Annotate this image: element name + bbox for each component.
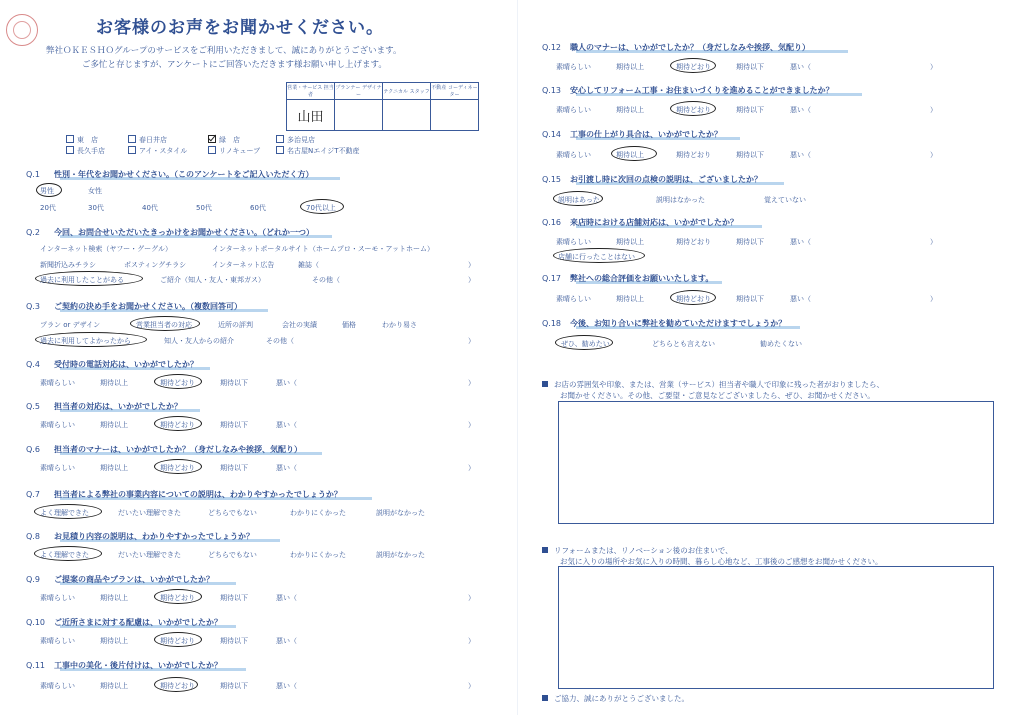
option-source[interactable]: 雑誌（ xyxy=(298,261,319,269)
option-rating[interactable]: 期待以上 xyxy=(616,238,644,246)
option-reason[interactable]: 知人・友人からの紹介 xyxy=(164,337,234,345)
selected-circle xyxy=(553,248,645,263)
store-checkbox[interactable]: アイ・スタイル xyxy=(128,146,187,156)
option-rating[interactable]: 素晴らしい xyxy=(556,106,591,114)
staff-name-cell[interactable] xyxy=(335,100,383,131)
option-rating[interactable]: 期待以上 xyxy=(100,464,128,472)
free-impression-prompt: リフォームまたは、リノベーション後のお住まいで、 xyxy=(542,545,733,556)
paren-close: ） xyxy=(468,261,475,269)
option-rating[interactable]: 期待どおり xyxy=(676,238,711,246)
staff-header: 営業・サービス 担当者 xyxy=(287,83,335,100)
option-rating[interactable]: 素晴らしい xyxy=(556,295,591,303)
free-comment-prompt-2: お聞かせください。その他、ご要望・ご意見などございましたら、ぜひ、お聞かせください。 xyxy=(560,391,875,400)
option-rating[interactable]: 期待以下 xyxy=(736,106,764,114)
question-q6: Q.6 担当者のマナーは、いかがでしたか？（身だしなみや挨拶、気配り） xyxy=(26,445,302,454)
option-rating[interactable]: 期待以上 xyxy=(100,682,128,690)
store-checkbox[interactable]: リノキューブ xyxy=(208,146,260,156)
option-rating[interactable]: 悪い（ xyxy=(276,682,297,690)
square-bullet-icon xyxy=(542,547,548,553)
handwritten-name: 山田 xyxy=(297,109,324,125)
selected-circle xyxy=(300,199,344,214)
question-q12: Q.12 職人のマナーは、いかがでしたか？（身だしなみや挨拶、気配り） xyxy=(542,43,810,52)
paren-close: ） xyxy=(468,637,475,645)
option-rating[interactable]: 素晴らしい xyxy=(40,421,75,429)
option-rating[interactable]: 期待以上 xyxy=(100,637,128,645)
option-male[interactable]: 男性 xyxy=(40,187,54,195)
page-fold xyxy=(517,0,518,715)
staff-table xyxy=(286,82,479,131)
paren-close: ） xyxy=(930,151,937,159)
question-q13: Q.13 安心してリフォーム工事・お住まいづくりを進めることができましたか？ xyxy=(542,86,834,95)
question-q10: Q.10 ご近所さまに対する配慮は、いかがでしたか？ xyxy=(26,618,222,627)
company-seal-icon xyxy=(6,14,38,46)
store-checkbox[interactable]: 多治見店 xyxy=(276,135,315,145)
staff-name-cell[interactable] xyxy=(287,100,335,131)
selected-circle xyxy=(35,271,143,286)
option-rating[interactable]: 悪い（ xyxy=(790,63,811,71)
option-rating[interactable]: 期待以上 xyxy=(616,106,644,114)
selected-circle xyxy=(154,374,202,389)
page-title: お客様のお声をお聞かせください。 xyxy=(96,18,384,38)
option-explain[interactable]: 説明はなかった xyxy=(656,196,705,204)
option-rating[interactable]: 期待どおり xyxy=(160,682,195,690)
checkmark-icon xyxy=(208,135,216,143)
store-checkbox[interactable]: 名古屋NエイジT不動産 xyxy=(276,146,360,156)
selected-circle xyxy=(611,146,657,161)
option-rating[interactable]: 店舗に行ったことはない xyxy=(558,253,635,261)
square-bullet-icon xyxy=(542,695,548,701)
square-bullet-icon xyxy=(542,381,548,387)
question-q18: Q.18 今後、お知り合いに弊社を勧めていただけますでしょうか？ xyxy=(542,319,787,328)
paren-close: ） xyxy=(468,276,475,284)
paren-close: ） xyxy=(468,594,475,602)
option-rating[interactable]: 悪い（ xyxy=(276,379,297,387)
checkbox-icon xyxy=(128,146,136,154)
selected-circle xyxy=(154,589,202,604)
option-source[interactable]: インターネットポータルサイト（ホームプロ・スーモ・アットホーム） xyxy=(212,245,435,253)
option-rating[interactable]: 悪い（ xyxy=(276,637,297,645)
option-rating[interactable]: 期待以下 xyxy=(736,238,764,246)
selected-circle xyxy=(34,504,102,519)
option-age[interactable]: 20代 xyxy=(40,204,56,212)
selected-circle xyxy=(154,416,202,431)
staff-name-cell[interactable] xyxy=(431,100,479,131)
selected-circle xyxy=(35,332,147,347)
question-q3: Q.3 ご契約の決め手をお聞かせください。（複数回答可） xyxy=(26,302,242,311)
option-rating[interactable]: 期待以下 xyxy=(220,379,248,387)
store-checkbox[interactable]: 春日井店 xyxy=(128,135,167,145)
checkbox-icon xyxy=(276,146,284,154)
paren-close: ） xyxy=(468,421,475,429)
option-source[interactable]: ポスティングチラシ xyxy=(124,261,187,269)
option-rating[interactable]: 期待以上 xyxy=(616,151,644,159)
option-rating[interactable]: 期待どおり xyxy=(676,295,711,303)
paren-close: ） xyxy=(468,379,475,387)
selected-circle xyxy=(555,335,613,350)
selected-circle xyxy=(670,101,716,116)
checkbox-icon xyxy=(128,135,136,143)
selected-circle xyxy=(36,183,62,197)
option-rating[interactable]: 素晴らしい xyxy=(556,238,591,246)
question-q17: Q.17 弊社への総合評価をお願いいたします。 xyxy=(542,274,714,283)
option-understand[interactable]: だいたい理解できた xyxy=(118,551,181,559)
option-rating[interactable]: 期待どおり xyxy=(160,594,195,602)
option-rating[interactable]: 素晴らしい xyxy=(40,464,75,472)
option-rating[interactable]: 期待以下 xyxy=(736,151,764,159)
option-understand[interactable]: だいたい理解できた xyxy=(118,509,181,517)
paren-close: ） xyxy=(468,337,475,345)
paren-close: ） xyxy=(930,63,937,71)
intro-line-2: ご多忙と存じますが、アンケートにご回答いただきます様お願い申し上げます。 xyxy=(82,60,387,70)
option-rating[interactable]: 期待以下 xyxy=(736,295,764,303)
option-rating[interactable]: 素晴らしい xyxy=(40,682,75,690)
option-rating[interactable]: 悪い（ xyxy=(790,295,811,303)
paren-close: ） xyxy=(930,238,937,246)
impression-textarea[interactable] xyxy=(558,566,994,689)
option-understand[interactable]: どちらでもない xyxy=(208,509,257,517)
staff-name-cell[interactable] xyxy=(383,100,431,131)
option-source[interactable]: その他（ xyxy=(312,276,340,284)
option-rating[interactable]: 素晴らしい xyxy=(40,379,75,387)
option-rating[interactable]: 期待どおり xyxy=(676,63,711,71)
option-rating[interactable]: 期待以下 xyxy=(220,594,248,602)
selected-circle xyxy=(154,459,202,474)
store-checkbox[interactable]: 緑 店 xyxy=(208,135,240,145)
option-source[interactable]: ご紹介（知人・友人・東邦ガス） xyxy=(160,276,265,284)
question-q4: Q.4 受付時の電話対応は、いかがでしたか？ xyxy=(26,360,198,369)
option-age[interactable]: 30代 xyxy=(88,204,104,212)
checkbox-icon xyxy=(66,135,74,143)
option-age[interactable]: 70代以上 xyxy=(306,204,336,212)
checkbox-icon xyxy=(66,146,74,154)
option-understand[interactable]: わかりにくかった xyxy=(290,509,346,517)
question-q16: Q.16 来店時における店舗対応は、いかがでしたか？ xyxy=(542,218,738,227)
staff-header: テクニカル スタッフ xyxy=(383,83,431,100)
option-source[interactable]: 新聞折込みチラシ xyxy=(40,261,96,269)
option-rating[interactable]: 素晴らしい xyxy=(556,63,591,71)
option-understand[interactable]: わかりにくかった xyxy=(290,551,346,559)
option-reason[interactable]: 過去に利用してよかったから xyxy=(40,337,131,345)
option-reason[interactable]: 営業担当者の対応 xyxy=(136,321,192,329)
question-q9: Q.9 ご提案の商品やプランは、いかがでしたか？ xyxy=(26,575,214,584)
selected-circle xyxy=(670,58,716,73)
option-rating[interactable]: 期待どおり xyxy=(160,379,195,387)
paren-close: ） xyxy=(930,106,937,114)
option-reason[interactable]: 近所の評判 xyxy=(218,321,253,329)
option-age[interactable]: 50代 xyxy=(196,204,212,212)
closing-message: ご協力、誠にありがとうございました。 xyxy=(542,693,689,704)
option-rating[interactable]: 期待以下 xyxy=(736,63,764,71)
option-understand[interactable]: よく理解できた xyxy=(40,509,89,517)
selected-circle xyxy=(130,316,200,331)
option-source[interactable]: インターネット検索（ヤフー・グーグル） xyxy=(40,245,172,253)
option-rating[interactable]: 悪い（ xyxy=(276,421,297,429)
selected-circle xyxy=(553,191,603,206)
option-rating[interactable]: 期待どおり xyxy=(160,464,195,472)
option-rating[interactable]: 期待以下 xyxy=(220,637,248,645)
question-q2: Q.2 今回、お問合せいただいたきっかけをお聞かせください。（どれか一つ） xyxy=(26,228,314,237)
intro-line-1: 弊社ＯＫＥＳＨＯグループのサービスをご利用いただきまして、誠にありがとうございます。 xyxy=(46,46,402,56)
option-understand[interactable]: どちらでもない xyxy=(208,551,257,559)
option-understand[interactable]: 説明がなかった xyxy=(376,551,425,559)
option-rating[interactable]: 期待以上 xyxy=(616,295,644,303)
option-explain[interactable]: 説明はあった xyxy=(558,196,600,204)
selected-circle xyxy=(154,677,198,692)
option-rating[interactable]: 期待どおり xyxy=(676,106,711,114)
checkbox-icon xyxy=(276,135,284,143)
option-recommend[interactable]: 勧めたくない xyxy=(760,340,802,348)
option-rating[interactable]: 期待以上 xyxy=(100,594,128,602)
option-source[interactable]: インターネット広告 xyxy=(212,261,275,269)
store-checkbox[interactable]: 長久手店 xyxy=(66,146,105,156)
option-rating[interactable]: 期待以下 xyxy=(220,421,248,429)
checkbox-icon xyxy=(208,146,216,154)
option-rating[interactable]: 悪い（ xyxy=(276,464,297,472)
option-rating[interactable]: 期待どおり xyxy=(160,637,195,645)
option-rating[interactable]: 悪い（ xyxy=(276,594,297,602)
option-rating[interactable]: 素晴らしい xyxy=(40,637,75,645)
paren-close: ） xyxy=(468,682,475,690)
option-age[interactable]: 60代 xyxy=(250,204,266,212)
question-q5: Q.5 担当者の対応は、いかがでしたか？ xyxy=(26,402,182,411)
question-q14: Q.14 工事の仕上がり具合は、いかがでしたか？ xyxy=(542,130,722,139)
paren-close: ） xyxy=(930,295,937,303)
option-rating[interactable]: 期待以上 xyxy=(100,421,128,429)
option-reason[interactable]: 価格 xyxy=(342,321,356,329)
option-rating[interactable]: 期待どおり xyxy=(676,151,711,159)
option-rating[interactable]: 悪い（ xyxy=(790,151,811,159)
question-q1: Q.1 性別・年代をお聞かせください。（このアンケートをご記入いただく方） xyxy=(26,170,314,179)
question-q8: Q.8 お見積り内容の説明は、わかりやすかったでしょうか？ xyxy=(26,532,254,541)
question-q7: Q.7 担当者による弊社の事業内容についての説明は、わかりやすかったでしょうか？ xyxy=(26,490,342,499)
paren-close: ） xyxy=(468,464,475,472)
option-female[interactable]: 女性 xyxy=(88,187,102,195)
option-reason[interactable]: 会社の実績 xyxy=(282,321,317,329)
staff-header: プランナー デザイナー xyxy=(335,83,383,100)
option-rating[interactable]: 素晴らしい xyxy=(556,151,591,159)
free-comment-prompt: お店の雰囲気や印象、または、営業（サービス）担当者や職人で印象に残った者がおりましたら、 xyxy=(542,379,884,390)
free-impression-prompt-2: お気に入りの場所やお気に入りの時間、暮らし心地など、工事後のご感想をお聞かせください。 xyxy=(560,557,883,566)
option-understand[interactable]: 説明がなかった xyxy=(376,509,425,517)
selected-circle xyxy=(154,632,202,647)
question-q15: Q.15 お引渡し時に次回の点検の説明は、ございましたか？ xyxy=(542,175,762,184)
option-rating[interactable]: 期待どおり xyxy=(160,421,195,429)
option-explain[interactable]: 覚えていない xyxy=(764,196,806,204)
selected-circle xyxy=(34,546,102,561)
option-age[interactable]: 40代 xyxy=(142,204,158,212)
option-source[interactable]: 過去に利用したことがある xyxy=(40,276,124,284)
option-understand[interactable]: よく理解できた xyxy=(40,551,89,559)
option-recommend[interactable]: どちらとも言えない xyxy=(652,340,715,348)
option-reason[interactable]: その他（ xyxy=(266,337,294,345)
option-recommend[interactable]: ぜひ、勧めたい xyxy=(561,340,610,348)
option-rating[interactable]: 期待以上 xyxy=(616,63,644,71)
option-rating[interactable]: 悪い（ xyxy=(790,106,811,114)
staff-header: 不動産 コーディネーター xyxy=(431,83,479,100)
option-rating[interactable]: 期待以上 xyxy=(100,379,128,387)
option-rating[interactable]: 期待以下 xyxy=(220,682,248,690)
comment-textarea[interactable] xyxy=(558,401,994,524)
selected-circle xyxy=(670,290,716,305)
option-rating[interactable]: 期待以下 xyxy=(220,464,248,472)
question-q11: Q.11 工事中の美化・後片付けは、いかがでしたか？ xyxy=(26,661,222,670)
option-rating[interactable]: 悪い（ xyxy=(790,238,811,246)
option-rating[interactable]: 素晴らしい xyxy=(40,594,75,602)
option-reason[interactable]: わかり易さ xyxy=(382,321,417,329)
option-reason[interactable]: プラン or デザイン xyxy=(40,321,101,329)
store-checkbox[interactable]: 東 店 xyxy=(66,135,98,145)
